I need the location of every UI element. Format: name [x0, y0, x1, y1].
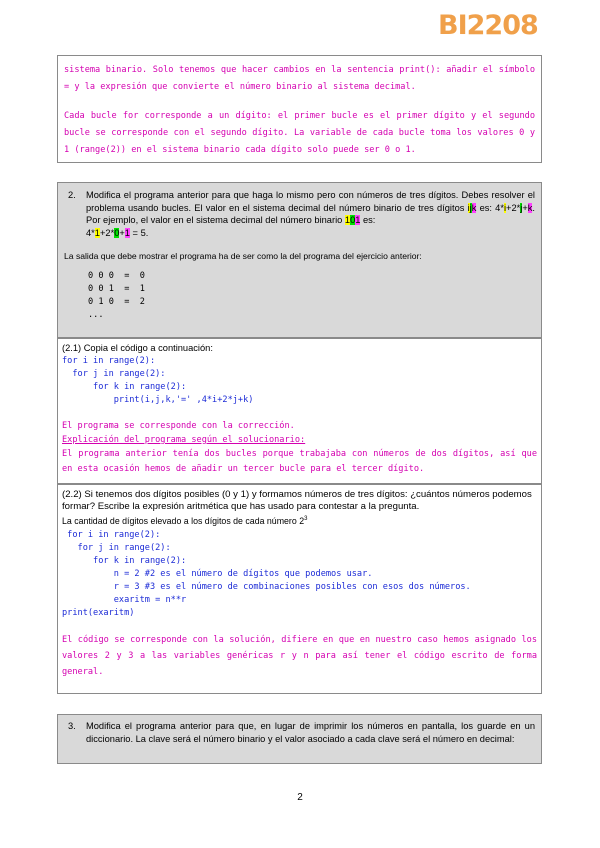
code-block-2-2 — [62, 529, 537, 620]
exercise-number: 2. — [68, 190, 76, 200]
formula-digit-1: 1 — [94, 227, 100, 238]
digit-k: k — [471, 202, 477, 213]
section-2-1 — [57, 338, 542, 484]
code-line: print(exaritm) — [62, 607, 135, 618]
statement-text: es: 4* — [476, 202, 504, 213]
explanation-text: El programa anterior tenía dos bucles porque trabajaba con números de dos dígitos, así que en esta ocasión hemos de añadir un tercer bucle para el tercer dígito. — [62, 449, 537, 474]
code-line: for i in range(2): — [62, 356, 156, 366]
formula-digit-2: 0 — [114, 227, 120, 238]
formula-k: k — [527, 202, 533, 213]
logo — [438, 10, 540, 44]
statement-text: Modifica el programa anterior para que haga lo mismo pero con números de tres dígitos. Debes resolver el problema usando bucles. El valor en el sistema decimal del número binario de tres dígitos — [86, 190, 535, 213]
code-line: for k in range(2): — [62, 555, 187, 566]
example-digit-3: 1 — [355, 215, 361, 225]
formula-text: + — [119, 227, 125, 238]
output-intro: La salida que debe mostrar el programa ha de ser como la del programa del ejercicio anterior: — [64, 251, 422, 261]
output-line: 0 0 0 = 0 — [88, 271, 145, 281]
formula-text: = 5. — [129, 227, 149, 238]
formula-j: j — [520, 202, 523, 213]
code-line: print(i,j,k,'=' ,4*i+2*j+k) — [62, 395, 254, 405]
explanation-title: Explicación del programa según el solucionario: — [62, 435, 306, 445]
expected-output — [88, 270, 535, 322]
section-2-1-title: (2.1) Copia el código a continuación: — [62, 343, 213, 353]
previous-answer-box — [57, 55, 542, 163]
code-line: for i in range(2): — [62, 529, 161, 540]
logo-text: BI2208 — [438, 10, 538, 41]
code-block-2-1 — [62, 355, 537, 407]
code-line: n = 2 #2 es el número de dígitos que podemos usar. — [62, 568, 373, 579]
section-2-2 — [57, 484, 542, 694]
exercise-2-text — [86, 189, 535, 239]
code-line: r = 3 #3 es el número de combinaciones posibles con esos dos números. — [62, 581, 471, 592]
section-2-2-title: (2.2) Si tenemos dos dígitos posibles (0 y 1) y formamos números de tres dígitos: ¿cuántos números podemos formar? Escribe la expresión aritmética que has usado para contestar a la pregunta. — [62, 489, 532, 512]
formula-text: 4* — [86, 227, 95, 238]
statement-text: +2* — [506, 202, 521, 213]
formula-text: +2* — [99, 227, 115, 238]
solution-note: El código se corresponde con la solución, difiere en que en nuestro caso hemos asignado los valores 2 y 3 a las variables genéricas r y n para así tener el código escrito de forma general. — [62, 634, 537, 677]
digit-j: j — [469, 202, 472, 213]
exponent: 3 — [304, 516, 308, 522]
code-line: exaritm = n**r — [62, 594, 187, 605]
statement-text: es: — [360, 215, 376, 225]
answer-text: La cantidad de dígitos elevado a los dígitos de cada número 2 — [62, 515, 305, 526]
output-line: 0 0 1 = 1 — [88, 284, 145, 294]
answer-paragraph-1: sistema binario. Solo tenemos que hacer cambios en la sentencia print(): añadir el símbolo = y la expresión que convierte el número binario al sistema decimal. — [64, 65, 535, 92]
section-2-2-answer — [62, 513, 537, 528]
digit-i: i — [467, 202, 470, 213]
code-line: for j in range(2): — [62, 369, 166, 379]
page-number: 2 — [297, 792, 303, 803]
output-line: ... — [88, 310, 104, 320]
formula-i: i — [503, 202, 507, 213]
example-digit-1: 1 — [344, 215, 351, 225]
output-line: 0 1 0 = 2 — [88, 297, 145, 307]
formula-digit-3: 1 — [124, 227, 130, 238]
statement-text: + — [522, 202, 528, 213]
exercise-3-statement — [57, 714, 542, 764]
answer-paragraph-2: Cada bucle for corresponde a un dígito: el primer bucle es el primer dígito y el segundo bucle se corresponde con el segundo dígito. La variable de cada bucle toma los valores 0 y 1 (range(2)) en el sistema binario cada dígito solo puede ser 0 o 1. — [64, 111, 535, 155]
code-line: for k in range(2): — [62, 382, 187, 392]
exercise-2-statement — [57, 182, 542, 338]
exercise-3-text: Modifica el programa anterior para que, en lugar de imprimir los números en pantalla, los guarde en un diccionario. La clave será el número binario y el valor asociado a cada clave será el número en decimal: — [86, 721, 535, 744]
code-line: for j in range(2): — [62, 542, 171, 553]
example-digit-2: 0 — [350, 215, 356, 225]
statement-text: . Por ejemplo, el valor en el sistema decimal del número binario — [86, 202, 536, 225]
correction-note: El programa se corresponde con la corrección. — [62, 421, 295, 431]
exercise-number: 3. — [68, 721, 76, 731]
